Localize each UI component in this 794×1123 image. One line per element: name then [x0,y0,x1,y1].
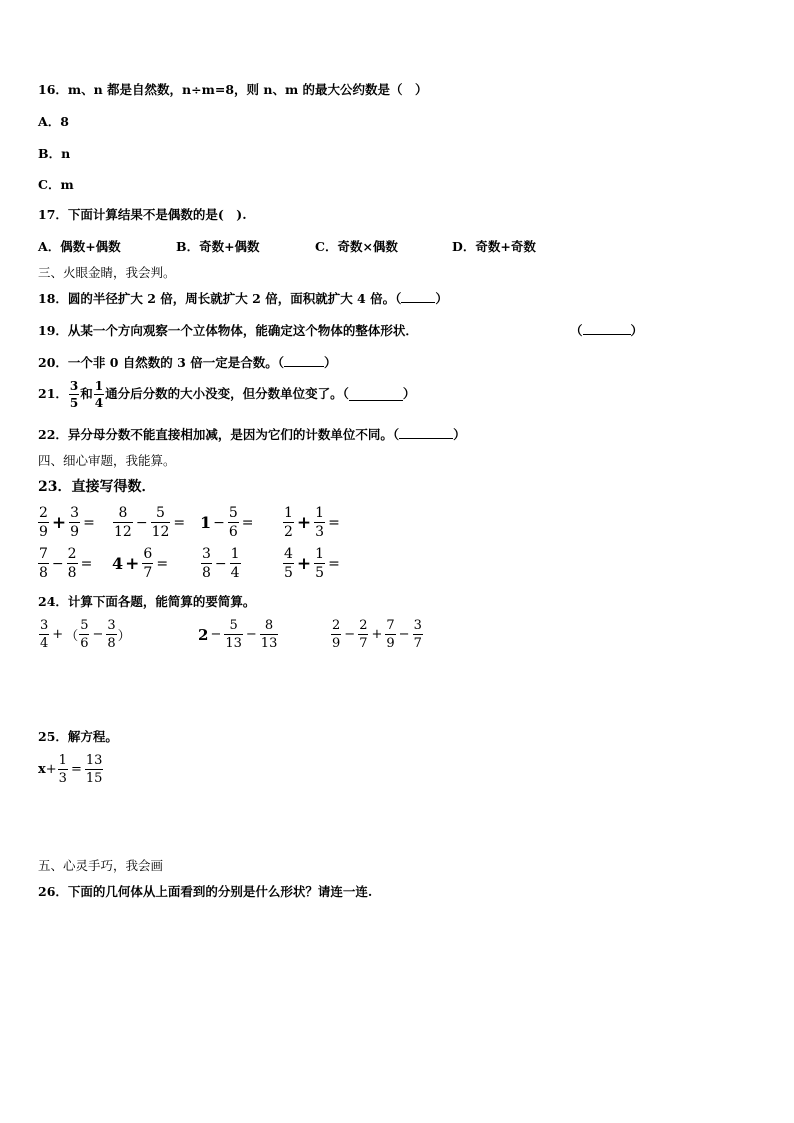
q21-answer-blank[interactable] [349,389,403,401]
q25-equation: x + $\frac{1}{3}$ = $\frac{13}{15}$ [38,753,103,786]
q24-stem: 24．计算下面各题，能简算的要简算。 [38,594,256,609]
q22-close-paren: ） [453,427,466,442]
q19-answer [570,323,643,339]
q18-close-paren: ） [435,291,448,306]
q19-close-paren: ） [630,323,644,338]
q16-stem: 16．m、n 都是自然数，n÷m=8，则 n、m 的最大公约数是（ ） [38,82,428,97]
q22-text: 22．异分母分数不能直接相加减，是因为它们的计数单位不同。（ [38,427,400,442]
q23-r2-item-3: $\frac{3}{8}$ − $\frac{1}{4}$ [202,546,240,581]
q21-text: 通分后分数的大小没变，但分数单位变了。（ [105,386,349,402]
section-3-title: 三、火眼金睛，我会判。 [38,265,176,280]
q25-stem: 25．解方程。 [38,729,118,744]
q24-expression-2: 2 − $\frac{5}{13}$ − $\frac{8}{13}$ [198,618,278,651]
q21-number: 21． [38,386,68,402]
q23-r2-item-4: $\frac{4}{5}$ + $\frac{1}{5}$ = [284,546,340,581]
q19-text: 19．从某一个方向观察一个立体物体，能确定这个物体的整体形状． [38,323,418,338]
q20-text: 20．一个非 0 自然数的 3 倍一定是合数。（ [38,355,284,370]
q20-close-paren: ） [323,355,337,370]
q23-r1-item-4: $\frac{1}{2}$ + $\frac{1}{3}$ = [284,505,340,540]
q23-r2-item-1: $\frac{7}{8}$ − $\frac{2}{8}$ = [39,546,93,581]
q21-and: 和 [80,386,93,402]
q23-r1-item-2: $\frac{8}{12}$ − $\frac{5}{12}$ = [114,505,186,540]
q24-expression-3: $\frac{2}{9}$ − $\frac{2}{7}$ + $\frac{7}{9}$ − $\frac{3}{7}$ [332,618,422,651]
q18-answer-blank[interactable] [401,291,435,303]
q23-stem: 23．直接写得数． [38,479,156,495]
q17-option-b: B．奇数+偶数 [176,239,260,254]
q19-answer-blank[interactable] [583,323,631,335]
q20 [38,355,336,371]
q16-option-c: C．m [38,177,74,192]
q20-answer-blank[interactable] [284,355,324,367]
q17-option-d: D．奇数+奇数 [452,239,536,254]
q19-open-paren: （ [570,323,583,338]
q21-close-paren: ） [402,386,416,402]
q23-r2-item-2: 4 + $\frac{6}{7}$ = [112,546,169,581]
q17-option-c: C．奇数×偶数 [315,239,398,254]
q23-r1-item-1: $\frac{2}{9}$ + $\frac{3}{9}$ = [39,505,95,540]
q24-expression-1: $\frac{3}{4}$ + （ $\frac{5}{6}$ − $\frac{3}{8}$ ） [40,618,131,651]
q21-fraction-2: $\frac{1}{4}$ [94,379,104,410]
q16-option-a: A．8 [38,114,69,129]
q21 [38,380,415,409]
section-5-title: 五、心灵手巧，我会画 [38,858,164,873]
q22 [38,427,466,443]
q26-stem: 26．下面的几何体从上面看到的分别是什么形状？请连一连. [38,884,373,899]
q16-option-b: B．n [38,146,71,161]
q21-fraction-1: $\frac{3}{5}$ [69,379,79,410]
q17-option-a: A．偶数+偶数 [38,239,121,254]
q17-stem: 17．下面计算结果不是偶数的是( ). [38,207,247,222]
q23-r1-item-3: 1 − $\frac{5}{6}$ = [200,505,254,540]
q22-answer-blank[interactable] [399,427,453,439]
section-4-title: 四、细心审题，我能算。 [38,453,176,468]
q18 [38,291,448,307]
q18-text: 18．圆的半径扩大 2 倍，周长就扩大 2 倍，面积就扩大 4 倍。（ [38,291,402,306]
